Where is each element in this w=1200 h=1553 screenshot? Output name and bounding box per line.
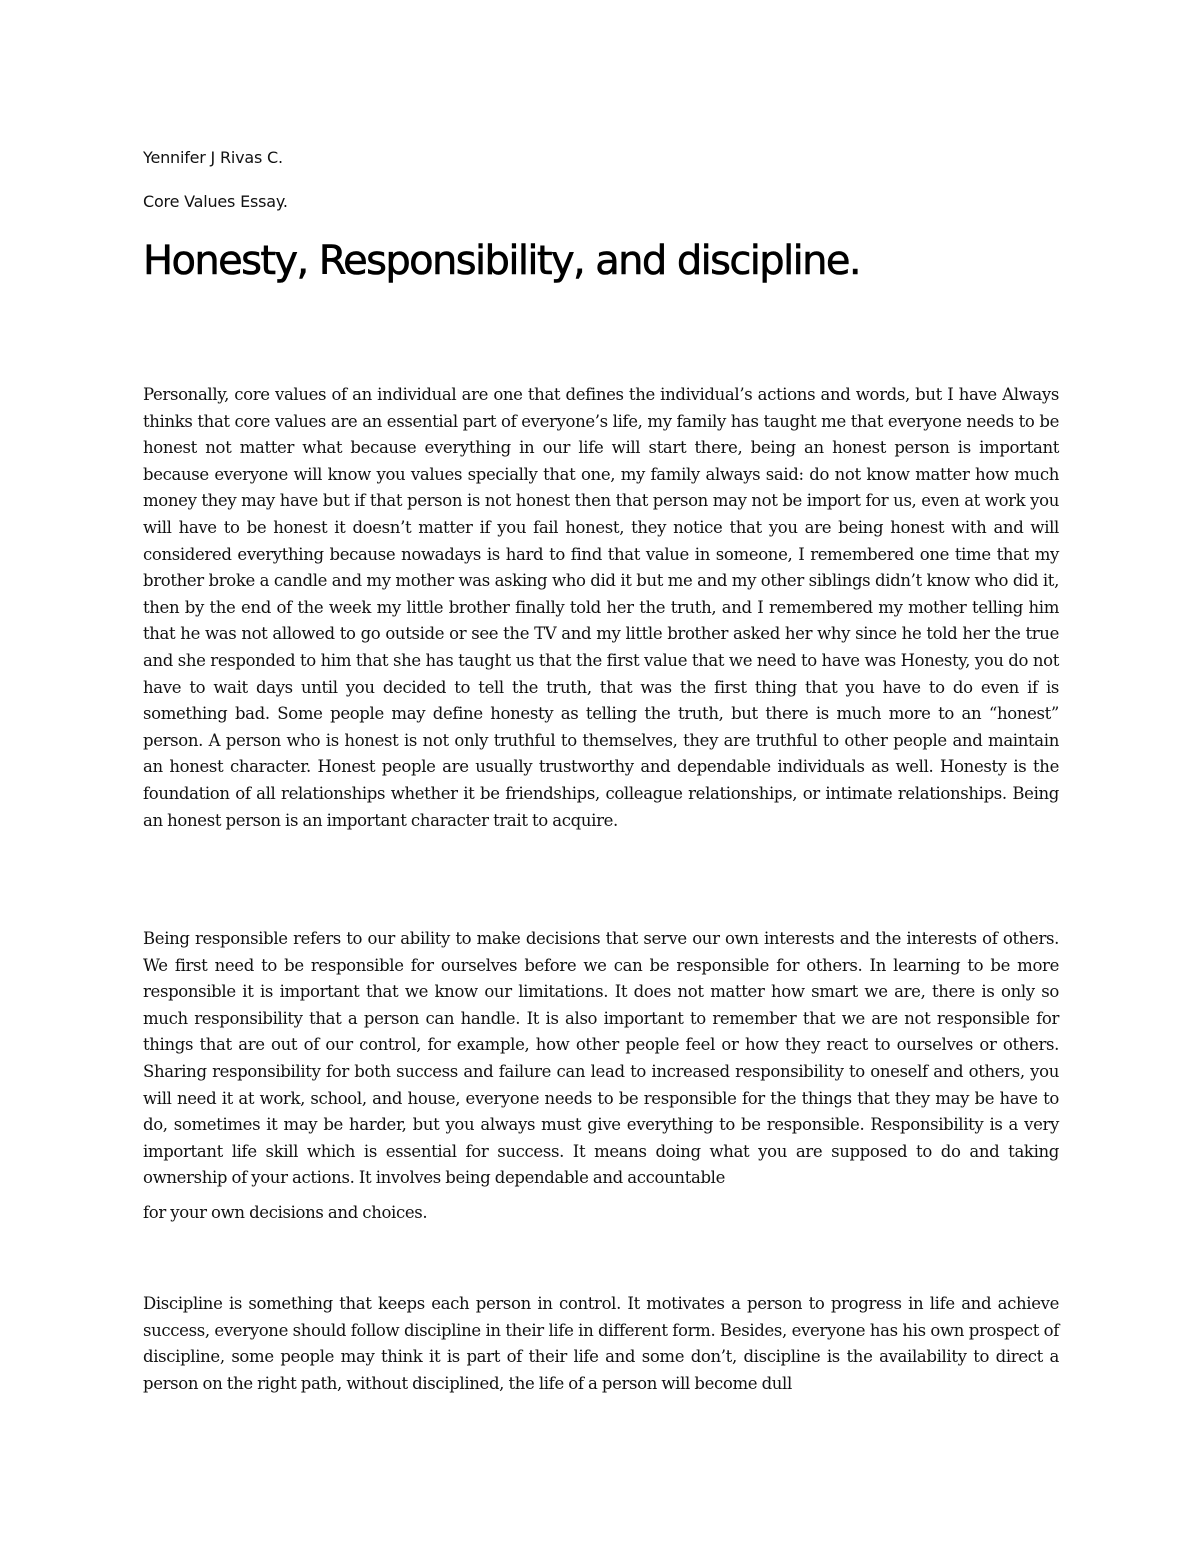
paragraph-discipline: Discipline is something that keeps each person in control. It motivates a person to progress in life and achieve success, everyone should follow discipline in their life in different form. Besides, everyone has his own prospect of discipline, some people may think it is part of their life and some don’t, discipline is the availability to direct a person on the right path, without disciplined, the life of a person will become dull (143, 1294, 1059, 1393)
paragraph-honesty: Personally, core values of an individual are one that defines the individual’s actions and words, but I have Always thinks that core values are an essential part of everyone’s life, my family has taught me that everyone needs to be honest not matter what because everything in our life will start there, being an honest person is important because everyone will know you values specially that one, my family always said: do not know matter how much money they may have but if that person is not honest then that person may not be import for us, even at work you will have to be honest it doesn’t matter if you fail honest, they notice that you are being honest with and will considered everything because nowadays is hard to find that value in someone, I remembered one time that my brother broke a candle and my mother was asking who did it but me and my other siblings didn’t know who did it, then by the end of the week my little brother finally told her the truth, and I remembered my mother telling him that he was not allowed to go outside or see the TV and my little brother asked her why since he told her the true and she responded to him that she has taught us that the first value that we need to have was Honesty, you do not have to wait days until you decided to tell the truth, that was the first thing that you have to do even if is something bad. Some people may define honesty as telling the truth, but there is much more to an “honest” person. A person who is honest is not only truthful to themselves, they are truthful to other people and maintain an honest character. Honest people are usually trustworthy and dependable individuals as well. Honesty is the foundation of all relationships whether it be friendships, colleague relationships, or intimate relationships. Being an honest person is an important character trait to acquire. (143, 385, 1059, 830)
essay-title: Honesty, Responsibility, and discipline. (143, 238, 860, 284)
author-name: Yennifer J Rivas C. (143, 148, 283, 167)
paragraph-responsibility (143, 926, 1059, 1227)
paragraph-responsibility-body: Being responsible refers to our ability to make decisions that serve our own interests and the interests of others. We first need to be responsible for ourselves before we can be responsible for others. In learning to be more responsible it is important that we know our limitations. It does not matter how smart we are, there is only so much responsibility that a person can handle. It is also important to remember that we are not responsible for things that are out of our control, for example, how other people feel or how they react to ourselves or others. Sharing responsibility for both success and failure can lead to increased responsibility to oneself and others, you will need it at work, school, and house, everyone needs to be responsible for the things that they may be have to do, sometimes it may be harder, but you always must give everything to be responsible. Responsibility is a very important life skill which is essential for success. It means doing what you are supposed to do and taking ownership of your actions. It involves being dependable and accountable (143, 929, 1059, 1188)
paragraph-responsibility-tail: for your own decisions and choices. (143, 1202, 428, 1222)
document-subtitle: Core Values Essay. (143, 192, 288, 211)
